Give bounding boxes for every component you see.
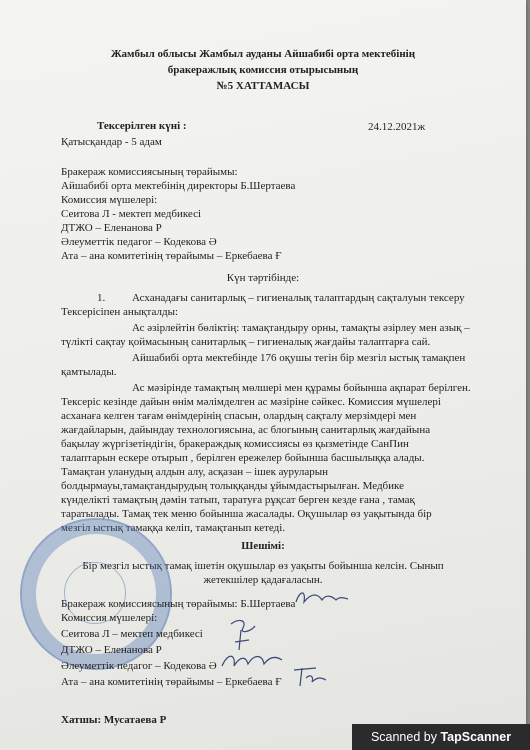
paragraph-line: бақылау жүргізетіндігін, бракераждық комиссиясы өз қызметінде СанПин: [61, 438, 409, 450]
scanner-watermark-prefix: Scanned by: [370, 730, 441, 744]
chair-label: Бракераж комиссиясының төрайымы:: [61, 166, 238, 178]
paragraph-line: Тамақтан уланудың алдын алу, асқазан – ішек ауруларын: [61, 466, 329, 478]
paragraph-line: мезгіл ыстық тамаққа келіп, тамақтанып кетеді.: [61, 522, 286, 534]
signature-members-label: Комиссия мүшелері:: [61, 612, 158, 624]
secretary: Хатшы: Мусатаева Р: [61, 714, 167, 726]
signature-member: Әлеуметтік педагог – Кодекова Ә: [61, 660, 217, 672]
paragraph-line: талаптарын ескере отырып , берілген ережелер бойынша басшылыққа алады.: [61, 452, 425, 464]
scanner-watermark-brand: TapScanner: [440, 730, 512, 744]
member-item: Ата – ана комитетінің төрайымы – Еркебаева Ғ: [61, 250, 282, 262]
paragraph-line: Айшабибі орта мектебінде 176 оқушы тегін бір мезгіл ыстық тамақпен: [132, 352, 466, 364]
check-date-label: Тексерілген күні :: [97, 120, 187, 132]
paragraph-line: болдырмауы,тамақтандырудың толыққанды ұйымдастырылған. Медбике: [61, 480, 404, 492]
member-item: Әлеуметтік педагог – Кодекова Ә: [61, 236, 217, 248]
agenda-item-line: Тексерісіпен анықталды:: [61, 306, 179, 318]
paragraph-line: қамтылады.: [61, 366, 117, 378]
paragraph-line: Ас мәзірінде тамақтың мөлшері мен құрамы бойынша ақпарат берілген.: [132, 382, 471, 394]
agenda-item-number: 1.: [97, 292, 106, 304]
paragraph-line: түлікті сақтау қоймасының санитарлық – гигиеналық жағдайы талаптарға сай.: [61, 336, 431, 348]
header-line-1: Жамбыл облысы Жамбыл ауданы Айшабибі орта мектебінің: [110, 48, 416, 60]
agenda-title: Күн тәртібінде:: [226, 272, 300, 284]
members-label: Комиссия мүшелері:: [61, 194, 158, 206]
handwritten-signature: [218, 648, 288, 674]
paragraph-line: Тексеріс кезінде дайын өнім мәлімделген ас мәзіріне сәйкес. Комиссия мүшелері: [61, 396, 441, 408]
decision-line: жетекшілер қадағаласын.: [203, 574, 323, 586]
check-date: 24.12.2021ж: [368, 121, 426, 133]
paragraph-line: жағдайларын, дайындау технологиясына, ас блогының санитарлық жағдайына: [61, 424, 431, 436]
header-line-2: бракеражлық комиссия отырысының: [167, 64, 359, 76]
paragraph-line: таратылады. Тамақ тек меню бойынша жасалады. Оқушылар өз уақытында бір: [61, 508, 432, 520]
participants: Қатысқандар - 5 адам: [61, 136, 162, 148]
signature-chair: Бракераж комиссиясының төрайымы: Б.Шертаева: [61, 598, 296, 610]
decision-title: Шешімі:: [241, 540, 285, 552]
scanner-watermark: [352, 724, 530, 750]
agenda-item-line: Асханадағы санитарлық – гигиеналық талаптардың сақталуын тексеру: [132, 292, 465, 304]
member-item: Сеитова Л - мектеп медбикесі: [61, 208, 202, 220]
paragraph-line: асханаға келген тағам өнімдерінің спасын, олардың сақталу мерзімдері мен: [61, 410, 417, 422]
paragraph-line: Ас әзірлейтін бөліктің: тамақтандыру орны, тамақты әзірлеу мен азық –: [132, 322, 470, 334]
paragraph-line: күнделікті тамақтың дәмін татып, таратуға рұқсат берген кезде ғана , тамақ: [61, 494, 415, 506]
decision-line: Бір мезгіл ыстық тамақ ішетін оқушылар өз уақыты бойынша келсін. Сынып: [82, 560, 444, 572]
chair-value: Айшабибі орта мектебінің директоры Б.Шертаева: [61, 180, 296, 192]
handwritten-signature: [290, 664, 330, 690]
signature-member: Ата – ана комитетінің төрайымы – Еркебаева Ғ: [61, 676, 282, 688]
handwritten-signature: [292, 588, 352, 610]
member-item: ДТЖО – Еленанова Р: [61, 222, 162, 234]
document-title: №5 ХАТТАМАСЫ: [216, 80, 310, 92]
signature-member: ДТЖО – Еленанова Р: [61, 644, 162, 656]
signature-member: Сеитова Л – мектеп медбикесі: [61, 628, 203, 640]
